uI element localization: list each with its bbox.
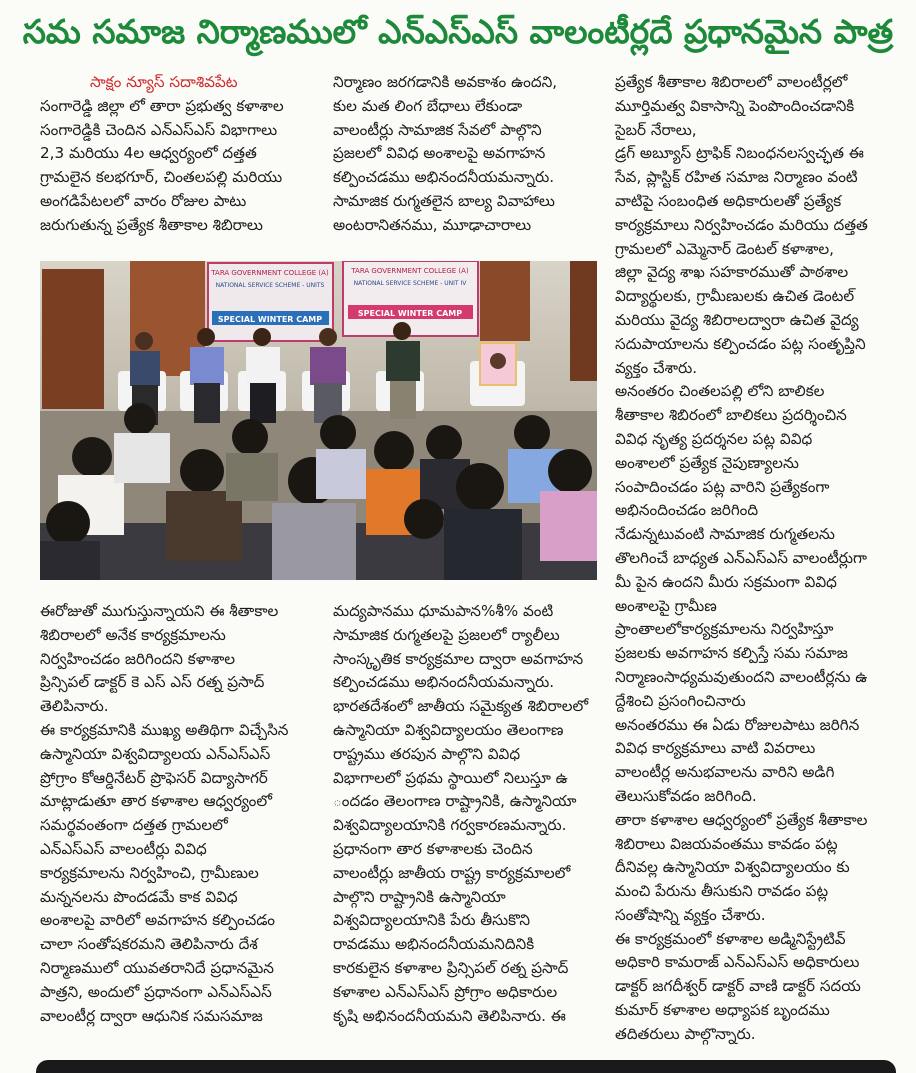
headline: సమ సమాజ నిర్మాణములో ఎన్ఎస్ఎస్ వాలంటీర్లదే ప్రధానమైన పాత్ర [22,12,894,51]
column-3 [615,71,905,1047]
column-2-bottom-line: కారకులైన కళాశాల ప్రిన్సిపల్ రత్న ప్రసాద్ [333,958,569,977]
column-3-line: డ్రగ్ అబ్యూస్ ట్రాఫిక్ నిబంధనలస్వచ్ఛత ఈ [615,144,864,163]
banner-right-camp: SPECIAL WINTER CAMP [357,309,463,318]
column-2-bottom-line: ప్రధానంగా తార కళాశాలకు చెందిన [333,839,533,858]
column-2-bottom-line: కృషి అభినందనీయమని తెలిపినారు. ఈ [333,1006,566,1025]
column-3-line: తదితరులు పాల్గొన్నారు. [615,1024,756,1043]
column-1-top-line: సంగారెడ్డికి చెందిన ఎన్ఎస్ఎస్ విభాగాలు [40,120,278,139]
column-3-line: అనంతరము ఈ ఏడు రోజులపాటు జరిగిన [615,715,860,734]
column-2-bottom-line: ందడం తెలంగాణ రాష్ట్రానికి, ఉస్మానియా [333,792,577,811]
column-2-top-line: ప్రజలలో వివిధ అంశాలపై అవగాహన [333,144,546,163]
column-3-line: ఈ కార్యక్రమంలో కళాశాల అడ్మినిస్ట్రేటివ్ [615,929,846,948]
column-1-bottom-line: మాట్లాడుతూ తార కళాశాల ఆధ్వర్యంలో [40,792,272,811]
column-3-line: వ్యక్తం చేశారు. [615,358,698,377]
column-3-line: అనంతరం చింతలపల్లి లోని బాలికల [615,382,825,401]
banner-left-camp: SPECIAL WINTER CAMP [217,315,323,324]
column-1-bottom-line: కార్యక్రమాలను నిర్వహించి, గ్రామీణుల [40,863,259,882]
column-1-bottom-line: మన్ననలను పొందడమే కాక వివిధ [40,887,238,906]
column-2-bottom-line: రావడము అభినందనీయమనిదినికి [333,935,535,954]
column-2-bottom-line: ఉస్మానియా విశ్వవిద్యాలయం తెలంగాణ [333,720,564,739]
column-1-bottom-line: ఈ కార్యక్రమానికి ముఖ్య అతిథిగా విచ్చేసిన [40,720,289,739]
column-2-top-line: నిర్మాణం జరగడానికి అవకాశం ఉందని, [333,73,558,91]
column-2-bottom-line: పాల్గొని రాష్ట్రానికి ఉస్మానియా [333,887,506,906]
column-1-bottom-line: సమర్థవంతంగా దత్తత గ్రామలలో [40,816,228,835]
column-1-bottom-line: ప్రోగ్రాం కోఆర్డినేటర్ ప్రొఫెసర్ విద్యాసాగర్ [40,768,268,787]
column-3-line: వివిధ కార్యక్రమాలు వాటి వివరాలు [615,739,816,758]
column-2-bottom-line: వాలంటీర్లు జాతీయ రాష్ట్ర కార్యక్రమాలలో [333,863,571,882]
column-2-top-line: అంటరానితనము, మూఢాచారాలు [333,215,532,234]
column-1-bottom-line: చాలా సంతోషకరమని తెలిపినారు దేశ [40,935,258,954]
column-1-top-line: గ్రామలైన కలభగూర్, చింతలపల్లి మరియు [40,168,283,187]
column-1-bottom-line: అంశాలపై వారిలో అవగాహన కల్పించడం [40,911,276,930]
event-photo-illustration [40,261,597,580]
column-3-line: సంపాదించడం పట్ల వారిని ప్రత్యేకంగా [615,477,830,496]
column-3-line: అంశాలపై గ్రామీణ [615,596,717,615]
column-2-bottom-line: విశ్వవిద్యాలయానికి గర్వకారణమన్నారు. [333,816,567,835]
column-1-bottom-line: ప్రిన్సిపల్ డాక్టర్ కె ఎస్ ఎస్ రత్న ప్రసాద్ [40,673,265,692]
column-2-top-line: వాలంటీర్లు సామాజిక సేవలో పాల్గొని [333,120,542,139]
column-1-top-line: సంగారెడ్డి జిల్లా లో తారా ప్రభుత్వ కళాశాల [40,96,284,115]
column-3-line: డాక్టర్ జగదీశ్వర్ డాక్టర్ వాణి డాక్టర్ సదయ [615,977,861,996]
column-1-bottom-line: ఈరోజుతో ముగుస్తున్నాయని ఈ శీతాకాల [40,602,279,620]
column-3-line: జిల్లా వైద్య శాఖ సహకారముతో పాఠశాల [615,263,849,282]
column-3-line: తారా కళాశాల ఆధ్వర్యంలో ప్రత్యేక శీతాకాల [615,810,868,829]
column-1-bottom-line: నిర్వహించడం జరిగిందని కళాశాల [40,649,236,668]
column-3-line: మీ పైన ఉందని మీరు సక్రమంగా వివిధ [615,572,837,591]
column-3-line: మరియు వైద్య శిబిరాలద్వారా ఉచిత వైద్య [615,310,859,329]
column-2-bottom-line: కళాశాల ఎన్ఎస్ఎస్ ప్రోగ్రాం అధికారుల [333,982,558,1001]
banner-right-sub: NATIONAL SERVICE SCHEME - UNIT IV [353,280,467,287]
column-2-bottom-line: భారతదేశంలో జాతీయ సమైక్యత శిబిరాలలో [333,697,589,716]
column-3-line: మూర్తిమత్వ వికాసాన్ని పెంపొందించడానికి [615,96,855,115]
column-2-top-line: కల్పించడము అభినందనీయమన్నారు. [333,168,555,187]
byline: సాక్షం న్యూస్ సదాశివపేట [90,73,238,91]
column-3-line: కార్యక్రమాలు నిర్వహించడం మరియు దత్తత [615,215,868,234]
column-1-bottom-line: వాలంటీర్ల ద్వారా ఆధునిక సమసమాజ [40,1006,263,1025]
column-2-bottom [333,600,608,1028]
column-1-top [40,71,330,238]
column-3-line: దీనివల్ల ఉస్మానియా విశ్వవిద్యాలయం కు [615,858,850,877]
column-1-bottom-line: నిర్మాణములో యువతరానిదే ప్రధానమైన [40,958,274,977]
column-3-line: ద్దేశించి ప్రసంగించినారు [615,691,746,710]
column-3-line: వివిధ నృత్య ప్రదర్శనల పట్ల వివిధ [615,429,813,448]
column-3-line: శీతాకాల శిబిరంలో బాలికలు ప్రదర్శించిన [615,406,847,425]
column-3-line: తొలగించే బాధ్యత ఎన్ఎస్ఎస్ వాలంటీర్లుగా [615,548,868,567]
banner-left-sub: NATIONAL SERVICE SCHEME - UNITS [215,282,325,289]
column-3-line: ప్రాంతాలలోకార్యక్రమాలను నిర్వహిస్తూ [615,620,834,639]
column-1-bottom-line: ఉస్మానియా విశ్వవిద్యాలయ ఎన్ఎస్ఎస్ [40,744,271,763]
column-3-line: కుమార్ కళాశాల అధ్యాపక బృందము [615,1001,830,1020]
column-2-top-line: కుల మత లింగ బేధాలు లేకుండా [333,96,523,115]
column-3-line: ప్రజలకు అవగాహన కల్పిస్తే సమ సమాజ [615,644,848,663]
column-2-bottom-line: మద్యపానము ధూమపాన%శీ% వంటి [333,602,554,620]
column-3-line: తెలుసుకోవడం జరిగింది. [615,786,757,805]
column-2-bottom-line: రాష్ట్రము తరపున పాల్గొని వివిధ [333,744,521,763]
column-3-line: ప్రత్యేక శీతాకాల శిబిరాలలో వాలంటీర్లలో [615,73,848,91]
column-3-line: మంచి పేరును తీసుకుని రావడం పట్ల [615,882,829,901]
event-photo [40,261,597,580]
column-1-bottom-line: శిబిరాలలో అనేక కార్యక్రమాలను [40,625,226,644]
column-3-line: విద్యార్థులకు, గ్రామీణులకు ఉచిత డెంటల్ [615,287,855,306]
column-3-line: వాలంటీర్ల అనుభవాలను వారిని అడిగి [615,763,835,782]
column-3-line: శిబిరాలు విజయవంతము కావడం పట్ల [615,834,838,853]
next-headline-partial [0,1052,916,1073]
column-3-line: నేడున్నటువంటి సామాజిక రుగ్మతలను [615,525,835,544]
column-1-top-line: అంగడిపేటలలో వారం రోజుల పాటు [40,191,247,210]
column-3-line: అధికారి కామరాజ్ ఎన్ఎస్ఎస్ అధికారులు [615,953,860,972]
column-3-line: సంతోషాన్ని వ్యక్తం చేశారు. [615,905,766,924]
column-1-bottom-line: తెలిపినారు. [40,697,109,716]
column-2-top [333,71,603,238]
column-3-line: వాటిపై సంబంధిత అధికారులతో ప్రత్యేక [615,191,842,210]
column-3-line: నిర్మాణంసాధ్యమవుతుందని వాలంటీర్లను ఉ [615,667,868,686]
column-1-bottom [40,600,330,1028]
column-2-bottom-line: విశ్వవిద్యాలయానికి పేరు తీసుకొని [333,911,531,930]
column-3-line: సదుపాయాలను కల్పించడం పట్ల సంతృప్తిని [615,334,866,353]
column-3-line: గ్రామలలో ఎమ్మెనార్ డెంటల్ కళాశాల, [615,239,834,258]
banner-left-title: TARA GOVERNMENT COLLEGE (A) [211,269,329,277]
column-1-top-line: జరుగుతున్న ప్రత్యేక శీతాకాల శిబిరాలు [40,215,263,234]
column-2-top-line: సామాజిక రుగ్మతలైన బాల్య వివాహాలు [333,191,555,210]
column-2-bottom-line: సాంస్కృతిక కార్యక్రమాల ద్వారా అవగాహన [333,649,584,668]
column-1-bottom-line: పాత్రని, అందులో ప్రధానంగా ఎన్ఎస్ఎస్ [40,982,272,1001]
column-2-bottom-line: సామాజిక రుగ్మతలపై ప్రజలలో ర్యాలీలు [333,625,560,644]
column-3-line: సేవ, ప్లాస్టిక్ రహిత సమాజ నిర్మాణం వంటి [615,168,858,187]
column-1-top-line: 2,3 మరియు 4ల ఆధ్వర్యంలో దత్తత [40,144,257,163]
column-3-line: అభినందించడం జరిగింది [615,501,759,520]
banner-right-title: TARA GOVERNMENT COLLEGE (A) [351,267,469,275]
column-1-bottom-line: ఎన్ఎస్ఎస్ వాలంటీర్లు వివిధ [40,839,207,858]
column-3-line: సైబర్ నేరాలు, [615,120,697,139]
column-2-bottom-line: విభాగాలలో ప్రథమ స్థాయిలో నిలుస్తూ ఉ [333,768,568,787]
column-3-line: అంశాలలో ప్రత్యేక నైపుణ్యాలను [615,453,799,472]
column-2-bottom-line: కల్పించడము అభినందనీయమన్నారు. [333,673,555,692]
